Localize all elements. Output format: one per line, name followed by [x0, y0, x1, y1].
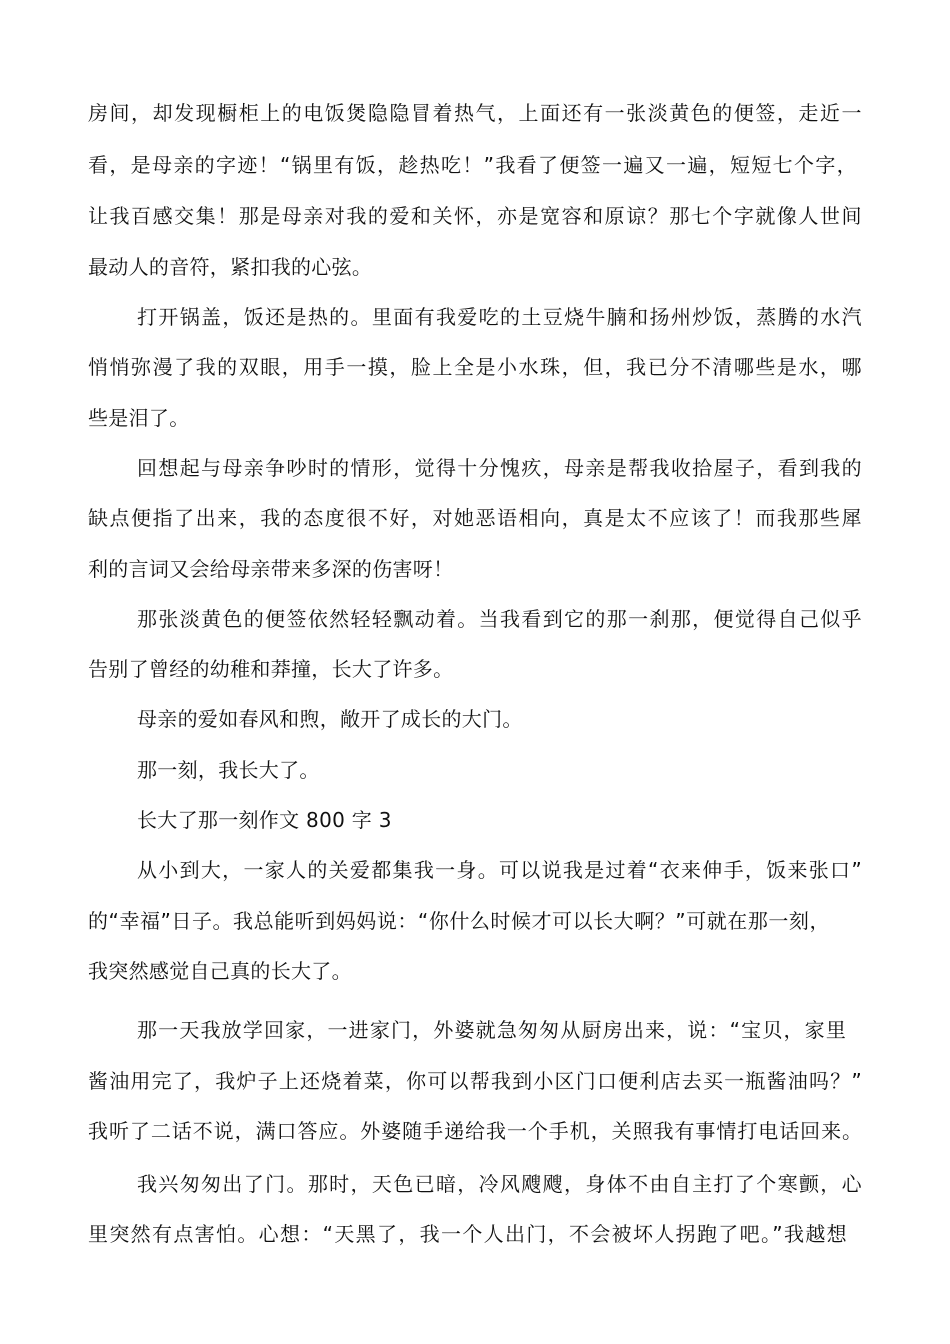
text-line: 我兴匆匆出了门。那时，天色已暗，冷风飕飕，身体不由自主打了个寒颤，心: [137, 1172, 863, 1196]
text-line: 里突然有点害怕。心想：“天黑了，我一个人出门，不会被坏人拐跑了吧。”我越想: [88, 1222, 848, 1246]
text-line: 最动人的音符，紧扣我的心弦。: [88, 255, 373, 279]
text-line: 看，是母亲的字迹！“锅里有饭，趁热吃！”我看了便签一遍又一遍，短短七个字，: [88, 153, 858, 177]
text-line: 告别了曾经的幼稚和莽撞，长大了许多。: [88, 657, 454, 681]
text-line: 打开锅盖，饭还是热的。里面有我爱吃的土豆烧牛腩和扬州炒饭，蒸腾的水汽: [137, 305, 863, 329]
text-line: 房间，却发现橱柜上的电饭煲隐隐冒着热气，上面还有一张淡黄色的便签，走近一: [88, 101, 863, 125]
text-line: 酱油用完了，我炉子上还烧着菜，你可以帮我到小区门口便利店去买一瓶酱油吗？”: [88, 1069, 863, 1093]
text-line: 利的言词又会给母亲带来多深的伤害呀！: [88, 557, 454, 581]
text-line: 我听了二话不说，满口答应。外婆随手递给我一个手机，关照我有事情打电话回来。: [88, 1119, 863, 1143]
text-line: 些是泪了。: [88, 406, 190, 430]
text-line: 那张淡黄色的便签依然轻轻飘动着。当我看到它的那一刹那，便觉得自己似乎: [137, 607, 863, 631]
text-line: 从小到大，一家人的关爱都集我一身。可以说我是过着“衣来伸手，饭来张口”: [137, 858, 863, 882]
text-line: 那一天我放学回家，一进家门，外婆就急匆匆从厨房出来，说：“宝贝，家里: [137, 1018, 847, 1042]
text-line: 那一刻，我长大了。: [137, 758, 320, 782]
text-line: 我突然感觉自己真的长大了。: [88, 959, 352, 983]
text-line: 让我百感交集！那是母亲对我的爱和关怀，亦是宽容和原谅？那七个字就像人世间: [88, 204, 863, 228]
text-line: 的“幸福”日子。我总能听到妈妈说：“你什么时候才可以长大啊？”可就在那一刻，: [88, 909, 830, 933]
text-line: 悄悄弥漫了我的双眼，用手一摸，脸上全是小水珠，但，我已分不清哪些是水，哪: [88, 355, 863, 379]
text-line: 缺点便指了出来，我的态度很不好，对她恶语相向，真是太不应该了！而我那些犀: [88, 506, 863, 530]
text-line: 回想起与母亲争吵时的情形，觉得十分愧疚，母亲是帮我收拾屋子，看到我的: [137, 456, 863, 480]
section-heading: 长大了那一刻作文 800 字 3: [137, 808, 392, 832]
text-line: 母亲的爱如春风和煦，敞开了成长的大门。: [137, 707, 523, 731]
